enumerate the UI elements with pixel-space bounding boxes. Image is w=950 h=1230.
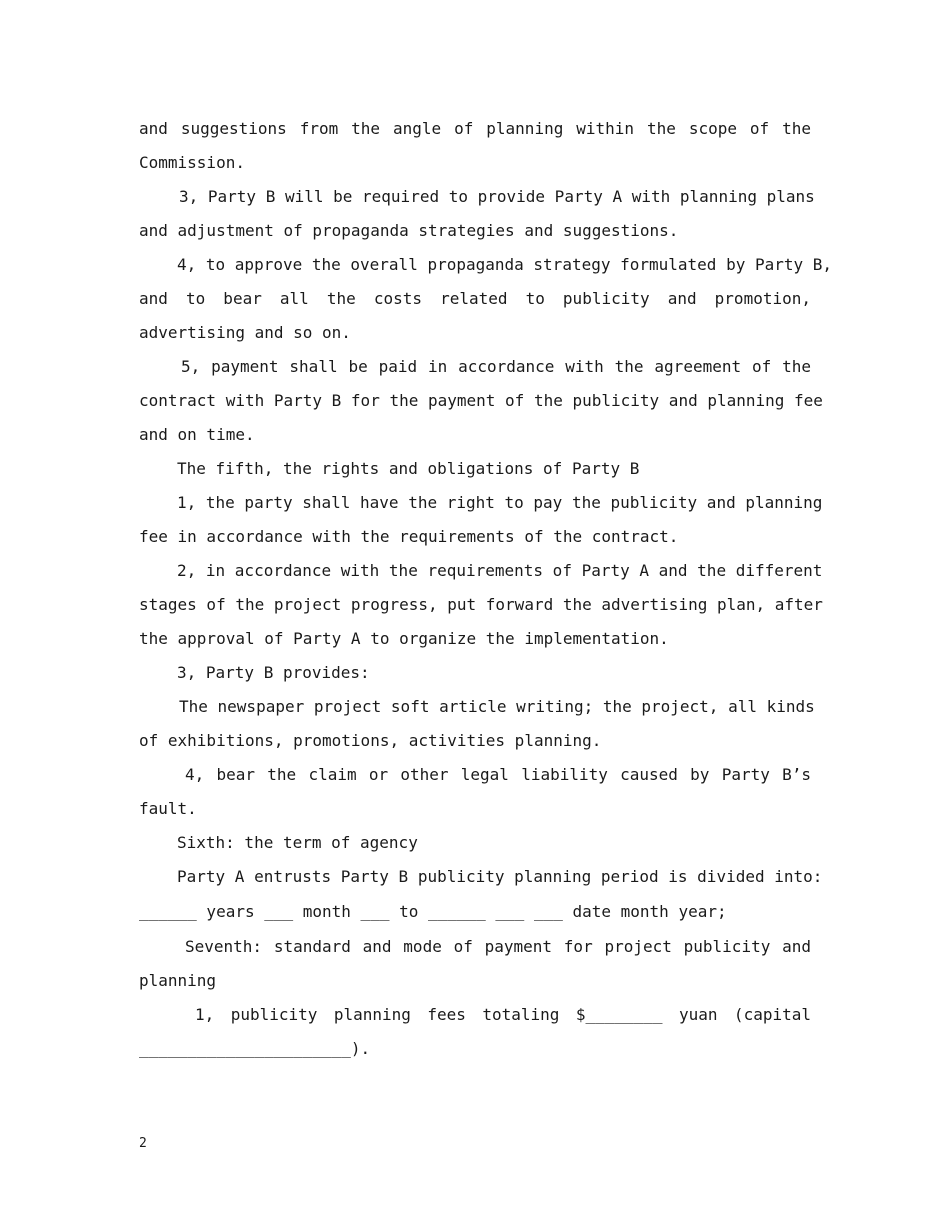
text-line: 3, Party B will be required to provide Party A with planning plans — [179, 187, 815, 206]
section-heading: The fifth, the rights and obligations of Party B — [177, 459, 640, 478]
document-body — [139, 112, 833, 1066]
text-line: The newspaper project soft article writing; the project, all kinds — [179, 697, 815, 716]
text-line: 1, publicity planning fees totaling $________ yuan (capital — [195, 1005, 811, 1024]
text-line: and to bear all the costs related to publicity and promotion, — [139, 289, 811, 308]
text-line: of exhibitions, promotions, activities planning. — [139, 731, 602, 750]
text-line: contract with Party B for the payment of the publicity and planning fee — [139, 391, 823, 410]
section-heading: Sixth: the term of agency — [177, 833, 418, 852]
section-heading: Seventh: standard and mode of payment for project publicity and — [185, 937, 811, 956]
text-line: 5, payment shall be paid in accordance with the agreement of the — [181, 357, 811, 376]
text-line: the approval of Party A to organize the implementation. — [139, 629, 669, 648]
text-line: 2, in accordance with the requirements of Party A and the different — [177, 561, 823, 580]
page-number: 2 — [139, 1136, 147, 1151]
text-line: 3, Party B provides: — [177, 663, 370, 682]
text-line: and adjustment of propaganda strategies and suggestions. — [139, 221, 679, 240]
text-line: planning — [139, 971, 217, 990]
text-line: and on time. — [139, 425, 255, 444]
text-line: fault. — [139, 799, 197, 818]
text-line: fee in accordance with the requirements of the contract. — [139, 527, 679, 546]
text-line: and suggestions from the angle of planning within the scope of the — [139, 119, 811, 138]
text-line: 1, the party shall have the right to pay the publicity and planning — [177, 493, 823, 512]
text-line: 4, to approve the overall propaganda strategy formulated by Party B, — [177, 255, 833, 274]
text-line: stages of the project progress, put forward the advertising plan, after — [139, 595, 823, 614]
text-line: 4, bear the claim or other legal liability caused by Party B’s — [185, 765, 811, 784]
text-line: Commission. — [139, 153, 245, 172]
text-line: Party A entrusts Party B publicity planning period is divided into: — [177, 867, 823, 886]
text-line: ______________________). — [139, 1039, 371, 1058]
text-line: ______ years ___ month ___ to ______ ___ ___ date month year; — [139, 902, 727, 921]
text-line: advertising and so on. — [139, 323, 351, 342]
